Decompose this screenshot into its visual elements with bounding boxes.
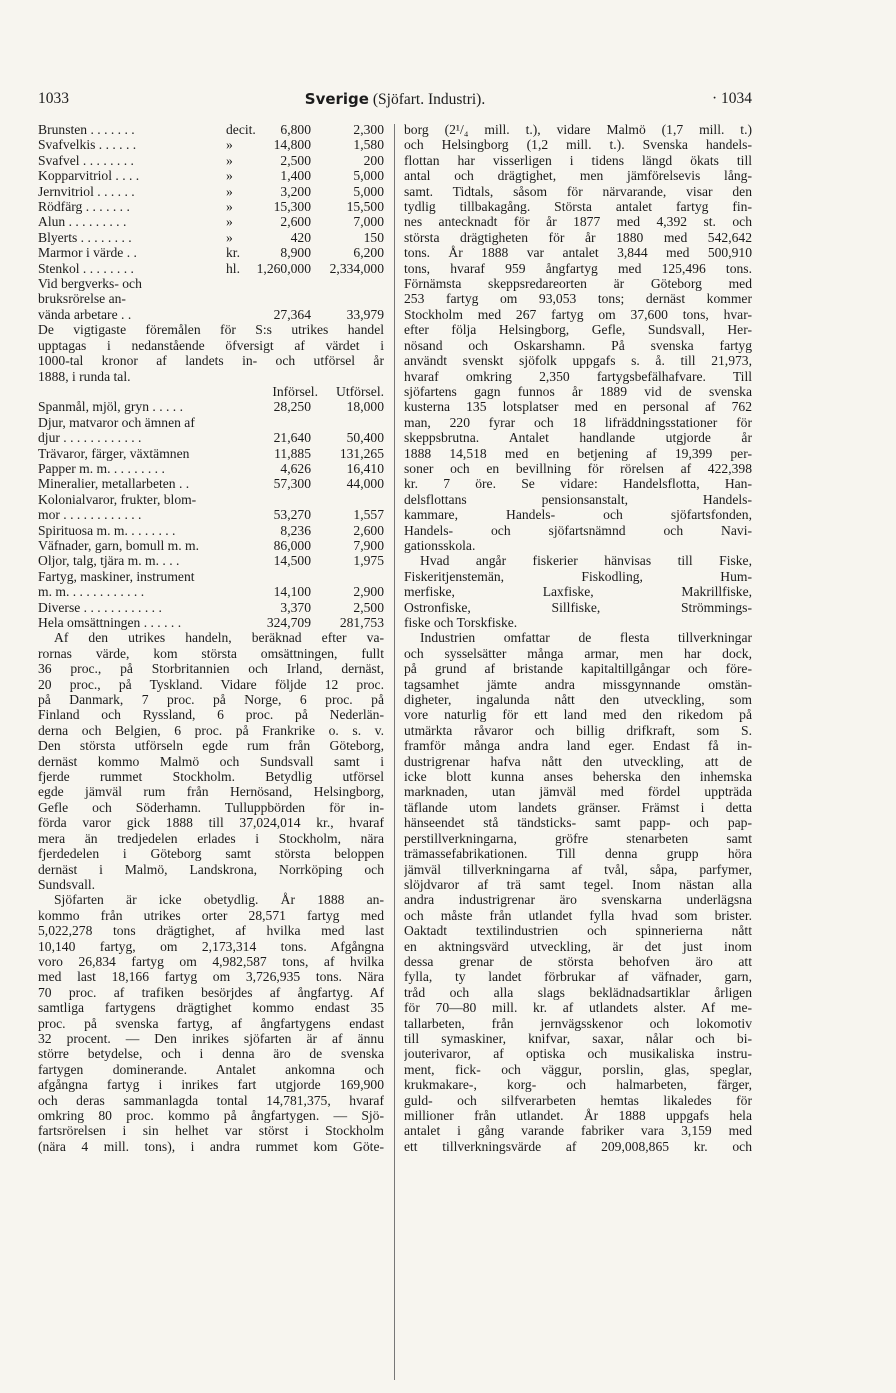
- trade-export-value: 1,557: [353, 507, 384, 523]
- running-title: [38, 90, 752, 109]
- text-line: afgångna fartyg i inrikes fart utgjorde 169,900: [38, 1077, 384, 1093]
- mining-value-2: 2,300: [353, 122, 384, 137]
- text-line: Den största utförseln egde rum från Göteborg,: [38, 738, 384, 754]
- mining-table-row: [38, 153, 384, 168]
- mining-unit: »: [226, 152, 233, 168]
- mining-label: Brunsten . . . . . . .: [38, 122, 135, 137]
- trade-table-row: [38, 600, 384, 615]
- mining-value-1: 1,400: [280, 168, 311, 184]
- right-column: [404, 122, 752, 1154]
- text-line: fiske och Torskfiske.: [404, 615, 518, 630]
- text-line: till symaskiner, knifvar, saxar, nålar och bi-: [404, 1030, 752, 1046]
- text-line: guld- och silfverarbeten hemtas likaledes för: [404, 1092, 752, 1108]
- text-line: största drägtigheten för år 1880 med 542,642: [404, 229, 752, 245]
- mining-table-row: [38, 199, 384, 214]
- text-line: tons. År 1888 var antalet 3,844 med 500,910: [404, 245, 752, 261]
- trade-label: Spanmål, mjöl, gryn . . . . .: [38, 399, 183, 415]
- trade-table-row: [38, 430, 384, 445]
- text-line: med last 18,166 fartyg om 3,726,935 tons. Nära: [38, 969, 384, 985]
- text-line: 32 procent. — Den inrikes sjöfarten är af ännu: [38, 1030, 384, 1046]
- text-line: Förnämsta skeppsredareorten är Göteborg med: [404, 276, 752, 292]
- text-line: man, 220 fyrar och 18 lifräddningsstationer för: [404, 414, 752, 430]
- mining-table-row: [38, 214, 384, 229]
- trade-label: djur . . . . . . . . . . . .: [38, 430, 142, 446]
- text-line: och deras sammanlagda tontal 14,781,375, hvaraf: [38, 1092, 384, 1108]
- trade-import-value: 28,250: [273, 399, 311, 415]
- trade-table-row: [38, 538, 384, 553]
- mining-unit: »: [226, 137, 233, 153]
- mining-value-1: 420: [290, 229, 311, 245]
- text-line: på Danmark, 7 proc. på Norge, 6 proc. på: [38, 692, 384, 708]
- text-line: De vigtigaste föremålen för S:s utrikes handel: [38, 322, 384, 338]
- text-line: flottan har visserligen i tidens längd ökats till: [404, 152, 752, 168]
- trade-table-row: [38, 492, 384, 507]
- trade-table-row: [38, 399, 384, 414]
- mining-unit: hl.: [226, 260, 240, 276]
- mining-table-row: [38, 291, 384, 306]
- text-line: 36 proc., på Storbritannien och Irland, dernäst,: [38, 661, 384, 677]
- text-line: Industrien omfattar de flesta tillverkningar: [420, 630, 752, 646]
- text-line: borg (2¹/₄ mill. t.), vidare Malmö (1,7 mill. t.): [404, 122, 752, 137]
- text-line: samt. Tidtals, såsom för närvarande, visar den: [404, 183, 752, 199]
- left-column: [38, 122, 384, 1154]
- trade-export-value: 18,000: [346, 399, 384, 415]
- mining-value-1: 3,200: [280, 183, 311, 199]
- text-line: 253 fartyg om 93,053 tons; dernäst kommer: [404, 291, 752, 307]
- trade-export-value: 281,753: [339, 615, 384, 630]
- text-line: tydlig tillbakagång. Största antalet fartyg fin-: [404, 199, 752, 215]
- text-line: proc. på svenska fartyg, af ångfartygens endast: [38, 1015, 384, 1031]
- text-line: trämassefabrikationen. Till denna grupp höra: [404, 846, 752, 862]
- trade-label: Hela omsättningen . . . . . .: [38, 615, 182, 630]
- text-line: ett tillverkningsvärde af 209,008,865 kr. och: [404, 1138, 752, 1154]
- text-line: rornas värde, kom största omsättningen, fullt: [38, 645, 384, 661]
- mining-value-2: 6,200: [353, 245, 384, 261]
- trade-label: Trävaror, färger, växtämnen: [38, 445, 190, 461]
- text-line: Af den utrikes handeln, beräknad efter va-: [54, 630, 384, 646]
- text-line: samtliga fartygens drägtighet kommo endast 35: [38, 1000, 384, 1016]
- trade-table-row: [38, 615, 384, 630]
- trade-label: m. m. . . . . . . . . . . .: [38, 584, 145, 600]
- text-line: icke blott kunna anses beherska den inhemska: [404, 769, 752, 785]
- trade-export-value: 7,900: [353, 537, 384, 553]
- mining-label: bruksrörelse an-: [38, 291, 126, 307]
- text-line: hänseendet stå tändsticks- samt papp- och pap-: [404, 815, 752, 831]
- trade-label: Mineralier, metallarbeten . .: [38, 476, 190, 492]
- mining-label: Jernvitriol . . . . . .: [38, 183, 135, 199]
- mining-value-2: 1,580: [353, 137, 384, 153]
- text-line: en aktningsvärd utveckling, är det just inom: [404, 938, 752, 954]
- mining-unit: kr.: [226, 245, 240, 261]
- mining-value-2: 33,979: [346, 306, 384, 322]
- mining-label: Vid bergverks- och: [38, 276, 142, 292]
- text-line: Sundsvall.: [38, 876, 96, 892]
- text-line: kommo från utrikes orter 28,571 fartyg med: [38, 907, 384, 923]
- text-line: utmärkta råvaror och billig drifkraft, som S.: [404, 722, 752, 738]
- text-line: voro 26,834 fartyg om 4,982,587 tons, af hvilka: [38, 953, 384, 969]
- mining-table-row: [38, 168, 384, 183]
- mining-label: Blyerts . . . . . . . .: [38, 229, 132, 245]
- mining-table-row: [38, 230, 384, 245]
- text-line: millioner från utlandet. År 1888 uppgafs hela: [404, 1108, 752, 1123]
- running-title-rest: (Sjöfart. Industri).: [368, 91, 486, 108]
- mining-value-1: 6,800: [280, 122, 311, 137]
- text-line: merfiske, Laxfiske, Makrillfiske,: [404, 584, 752, 600]
- mining-label: Alun . . . . . . . . .: [38, 214, 127, 230]
- text-line: tons, hvaraf 959 ångfartyg med 125,496 tons.: [404, 260, 752, 276]
- text-line: antal och drägtighet, men jämförelsevis lång-: [404, 168, 752, 184]
- text-line: tallarbeten, från jernvägsskenor och lokomotiv: [404, 1015, 752, 1031]
- text-line: 70 proc. af trafiken besörjdes af ångfartyg. Af: [38, 984, 384, 1000]
- text-line: dessa grenar de största behofven äro att: [404, 953, 752, 969]
- mining-unit: decit.: [226, 122, 256, 137]
- text-line: förda varor gick 1888 till 37,024,014 kr., hvaraf: [38, 815, 384, 831]
- text-line: ment, fick- och väggur, porslin, glas, speglar,: [404, 1061, 752, 1077]
- text-line: krukmakare-, korg- och halmarbeten, färger,: [404, 1077, 752, 1093]
- text-line: 20 proc., på Tyskland. Vidare följde 12 proc.: [38, 676, 384, 692]
- text-line: tagsamhet jämte andra missgynnande omstän-: [404, 676, 752, 692]
- text-line: Hvad angår fiskerier hänvisas till Fiske,: [420, 553, 752, 569]
- mining-value-1: 14,800: [273, 137, 311, 153]
- text-line: nösand och Oskarshamn. På svenska fartyg: [404, 337, 752, 353]
- page-number-right: · 1034: [711, 90, 752, 107]
- mining-table-row: [38, 276, 384, 291]
- trade-export-value: 50,400: [346, 430, 384, 446]
- text-line: jämväl tillverkningarna af tvål, såpa, parfymer,: [404, 861, 752, 877]
- text-line: marknaden, utan jämväl med fördel uppträda: [404, 784, 752, 800]
- text-line: kammare, Handels- och sjöfartsfonden,: [404, 507, 752, 523]
- trade-label: Väfnader, garn, bomull m. m.: [38, 537, 200, 553]
- mining-label: Svafvelkis . . . . . .: [38, 137, 137, 153]
- text-line: omkring 80 proc. kommo på ångfartygen. — Sjö-: [38, 1108, 384, 1123]
- text-line: 1888 14,518 med en betjening af 19,399 per-: [404, 445, 752, 461]
- trade-table-row: [38, 446, 384, 461]
- trade-label: Kolonialvaror, frukter, blom-: [38, 491, 197, 507]
- text-line: hvaraf omkring 2,350 fartygsbefälhafvare. Till: [404, 368, 752, 384]
- text-line: sjöfartens gagn funnos år 1889 vid de svenska: [404, 383, 752, 399]
- text-line: andra industrigrenar äro svenskarna underlägsna: [404, 892, 752, 908]
- text-line: tråd och alla slags beklädnadsartiklar årligen: [404, 984, 752, 1000]
- trade-label: Fartyg, maskiner, instrument: [38, 568, 195, 584]
- mining-value-1: 15,300: [273, 199, 311, 215]
- trade-label: Papper m. m. . . . . . . . .: [38, 460, 165, 476]
- text-line: egde jämväl rum från Hernösand, Helsingborg,: [38, 784, 384, 800]
- trade-import-value: 21,640: [273, 430, 311, 446]
- trade-table-header: [38, 384, 384, 399]
- text-line: och Helsingborg (1,2 mill. t.). Svenska handels-: [404, 137, 752, 153]
- text-line: Finland och Ryssland, 6 proc. på Nederlän-: [38, 707, 384, 723]
- trade-table-row: [38, 415, 384, 430]
- mining-value-2: 200: [363, 152, 384, 168]
- trade-label: Djur, matvaror och ämnen af: [38, 414, 195, 430]
- trade-export-value: 44,000: [346, 476, 384, 492]
- text-line: delsflottans pensionsanstalt, Handels-: [404, 491, 752, 507]
- text-line: 1888, i runda tal.: [38, 368, 131, 384]
- trade-import-value: 57,300: [273, 476, 311, 492]
- trade-table-row: [38, 523, 384, 538]
- mining-value-2: 2,334,000: [329, 260, 384, 276]
- text-line: Sjöfarten är icke obetydlig. År 1888 an-: [54, 892, 384, 908]
- import-header: Införsel.: [272, 383, 318, 399]
- mining-table-row: [38, 137, 384, 152]
- text-line: kusterna 135 lotsplatser med en personal af 762: [404, 399, 752, 415]
- text-line: digheter, ingalunda nått den utveckling, som: [404, 692, 752, 708]
- text-line: (nära 4 mill. tons), i andra rummet kom Göte-: [38, 1138, 384, 1154]
- text-line: dustrigrenar hafva nått den utveckling, att de: [404, 753, 752, 769]
- mining-value-2: 5,000: [353, 183, 384, 199]
- trade-label: mor . . . . . . . . . . . .: [38, 507, 142, 523]
- text-line: användt svenskt sjöfolk uppgafs s. å. till 21,973,: [404, 353, 752, 369]
- text-line: jouterivaror, af optiska och musikaliska instru-: [404, 1046, 752, 1062]
- text-line: Handels- och sjöfartsnämnd och Navi-: [404, 522, 752, 538]
- trade-export-value: 2,500: [353, 599, 384, 615]
- trade-table-row: [38, 476, 384, 491]
- mining-label: Stenkol . . . . . . . .: [38, 260, 134, 276]
- trade-import-value: 14,500: [273, 553, 311, 569]
- trade-table-row: [38, 569, 384, 584]
- trade-label: Diverse . . . . . . . . . . . .: [38, 599, 162, 615]
- mining-value-1: 1,260,000: [256, 260, 311, 276]
- trade-table-row: [38, 507, 384, 522]
- text-line: större betydelse, och i denna äro de svenska: [38, 1046, 384, 1062]
- text-line: fartygen dominerande. Antalet ankomna och: [38, 1061, 384, 1077]
- trade-import-value: 3,370: [280, 599, 311, 615]
- text-line: och sysselsätter många armar, men har dock,: [404, 645, 752, 661]
- trade-export-value: 2,600: [353, 522, 384, 538]
- trade-export-value: 131,265: [339, 445, 384, 461]
- trade-table-row: [38, 461, 384, 476]
- mining-value-2: 5,000: [353, 168, 384, 184]
- trade-table-row: [38, 584, 384, 599]
- trade-label: Oljor, talg, tjära m. m. . . .: [38, 553, 180, 569]
- mining-unit: »: [226, 214, 233, 230]
- text-line: framför många andra land eger. Endast få in-: [404, 738, 752, 754]
- text-line: efter följa Helsingborg, Gefle, Sundsvall, Her-: [404, 322, 752, 338]
- mining-value-1: 8,900: [280, 245, 311, 261]
- trade-export-value: 2,900: [353, 584, 384, 600]
- trade-import-value: 86,000: [273, 537, 311, 553]
- mining-label: vända arbetare . .: [38, 306, 132, 322]
- text-line: Fiskeritjenstemän, Fiskodling, Hum-: [404, 568, 752, 584]
- text-line: dernäst i Malmö, Landskrona, Norrköping och: [38, 861, 384, 877]
- mining-value-1: 27,364: [273, 306, 311, 322]
- text-line: gationsskola.: [404, 537, 476, 553]
- text-line: soner och en bevillning för rörelsen af 422,398: [404, 460, 752, 476]
- trade-export-value: 16,410: [346, 460, 384, 476]
- text-line: 5,022,278 tons drägtighet, af hvilka med last: [38, 923, 384, 939]
- page-header: [38, 90, 752, 110]
- text-line: skeppsbrutna. Antalet handlande utgjorde år: [404, 430, 752, 446]
- mining-table-row: [38, 245, 384, 260]
- trade-import-value: 4,626: [280, 460, 311, 476]
- trade-import-value: 324,709: [266, 615, 311, 630]
- text-line: derna och Belgien, 6 proc. på Frankrike o. s. v.: [38, 722, 384, 738]
- mining-value-2: 15,500: [346, 199, 384, 215]
- text-line: antalet i gång varande fabriker vara 3,159 med: [404, 1123, 752, 1139]
- trade-import-value: 53,270: [273, 507, 311, 523]
- page-number-left: 1033: [38, 90, 69, 107]
- mining-table-row: [38, 122, 384, 137]
- text-line: fjerde rummet Stockholm. Betydlig utförsel: [38, 769, 384, 785]
- mining-table-row: [38, 261, 384, 276]
- mining-value-1: 2,600: [280, 214, 311, 230]
- text-line: täflande utom landets gränser. Främst i detta: [404, 799, 752, 815]
- text-line: slöjdvaror af trä samt tegel. Inom nästan alla: [404, 876, 752, 892]
- mining-unit: »: [226, 199, 233, 215]
- mining-value-1: 2,500: [280, 152, 311, 168]
- text-line: fylla, ty landet förbrukar af väfnader, garn,: [404, 969, 752, 985]
- trade-import-value: 8,236: [280, 522, 311, 538]
- trade-import-value: 11,885: [274, 445, 311, 461]
- text-line: Stockholm med 267 fartyg om 37,600 tons, hvar-: [404, 306, 752, 322]
- mining-unit: »: [226, 229, 233, 245]
- trade-table-row: [38, 553, 384, 568]
- mining-unit: »: [226, 168, 233, 184]
- text-line: 10,140 fartyg, om 2,173,314 tons. Afgångna: [38, 938, 384, 954]
- mining-table-row: [38, 184, 384, 199]
- text-line: dernäst kommo Malmö och Sundsvall samt i: [38, 753, 384, 769]
- text-line: nes antecknadt för år 1877 med 4,392 st. och: [404, 214, 752, 230]
- text-line: kr. 7 öre. Se vidare: Handelsflotta, Han-: [404, 476, 752, 492]
- mining-label: Svafvel . . . . . . . .: [38, 152, 134, 168]
- text-line: perstillverkningarna, gröfre stenarbeten samt: [404, 830, 752, 846]
- trade-export-value: 1,975: [353, 553, 384, 569]
- export-header: Utförsel.: [336, 383, 384, 399]
- text-line: fartsrörelsen i sin helhet var störst i Stockholm: [38, 1123, 384, 1139]
- mining-label: Rödfärg . . . . . . .: [38, 199, 130, 215]
- mining-value-2: 150: [363, 229, 384, 245]
- text-line: 1000-tal kronor af landets in- och utförsel år: [38, 353, 384, 369]
- text-line: och måste från utlandet fylla hvad som brister.: [404, 907, 752, 923]
- mining-value-2: 7,000: [353, 214, 384, 230]
- text-line: Gefle och Söderhamn. Tulluppbörden för in-: [38, 799, 384, 815]
- column-divider: [394, 124, 395, 1380]
- trade-import-value: 14,100: [273, 584, 311, 600]
- trade-label: Spirituosa m. m. . . . . . . .: [38, 522, 176, 538]
- mining-label: Kopparvitriol . . . .: [38, 168, 140, 184]
- text-line: fjerdedelen i Göteborg samt största beloppen: [38, 846, 384, 862]
- mining-table-row: [38, 307, 384, 322]
- text-line: Ostronfiske, Sillfiske, Strömmings-: [404, 599, 752, 615]
- text-line: för 70—80 mill. kr. af utlandets alster. Af me-: [404, 1000, 752, 1016]
- running-title-bold: Sverige: [304, 90, 369, 108]
- mining-label: Marmor i värde . .: [38, 245, 137, 261]
- text-line: upptagas i nedanstående öfversigt af värdet i: [38, 337, 384, 353]
- text-line: vore naturlig för ett land med den rikedom på: [404, 707, 752, 723]
- text-line: på grund af bristande kapitaltillgångar och före-: [404, 661, 752, 677]
- text-line: Oaktadt textilindustrien och spinnerierna nått: [404, 923, 752, 939]
- text-line: mera än tredjedelen erlades i Stockholm, nära: [38, 830, 384, 846]
- mining-unit: »: [226, 183, 233, 199]
